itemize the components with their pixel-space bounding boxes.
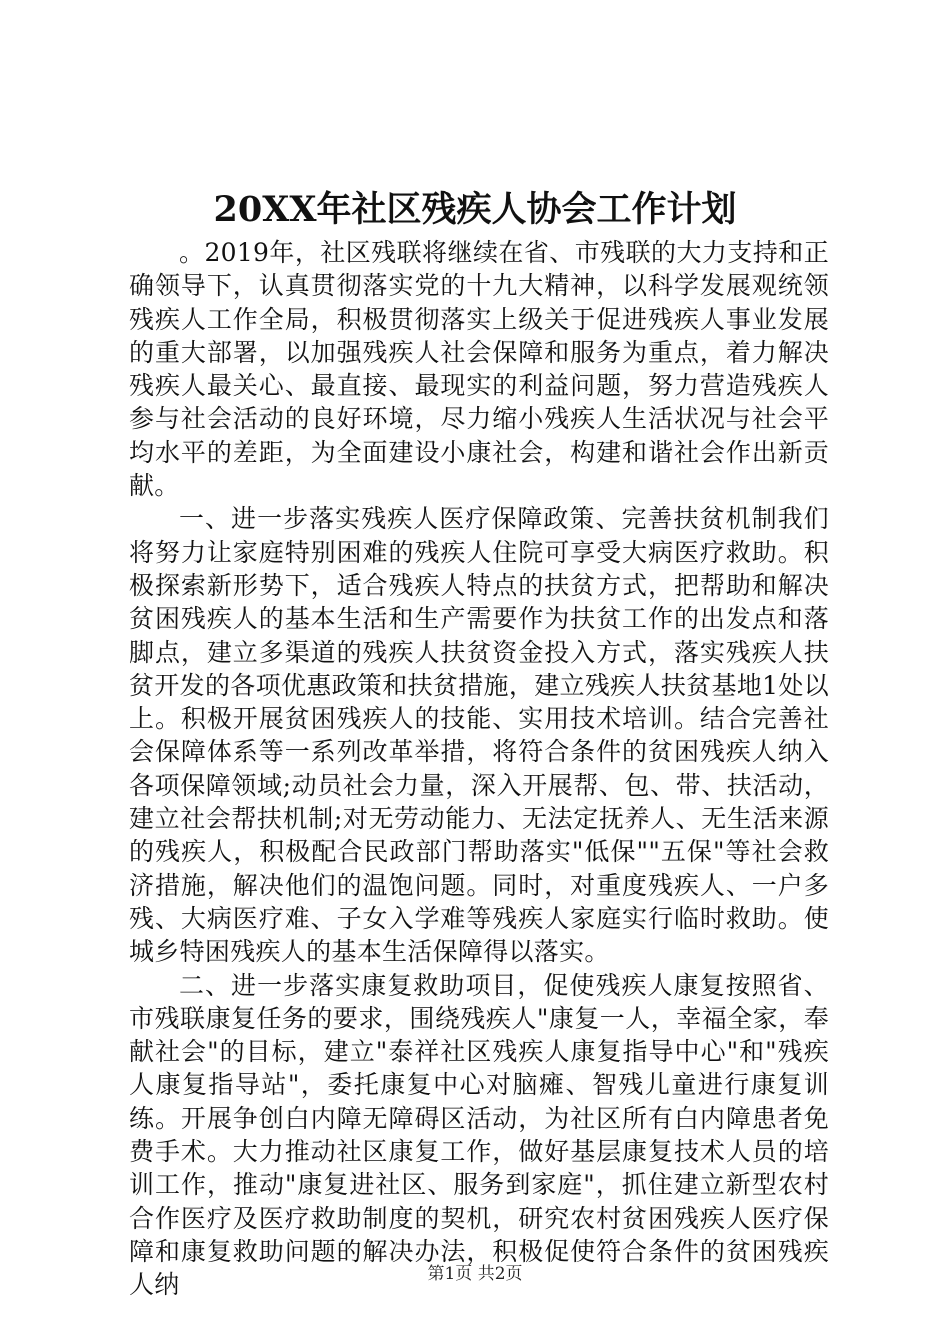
paragraph-section-1: 一、进一步落实残疾人医疗保障政策、完善扶贫机制我们将努力让家庭特别困难的残疾人住院可享受大病医疗救助。积极探索新形势下，适合残疾人特点的扶贫方式，把帮助和解决贫困残疾人的基本生活和生产需要作为扶贫工作的出发点和落脚点，建立多渠道的残疾人扶贫资金投入方式，落实残疾人扶贫开发的各项优惠政策和扶贫措施，建立残疾人扶贫基地1处以上。积极开展贫困残疾人的技能、实用技术培训。结合完善社会保障体系等一系列改革举措，将符合条件的贫困残疾人纳入各项保障领域;动员社会力量，深入开展帮、包、带、扶活动，建立社会帮扶机制;对无劳动能力、无法定抚养人、无生活来源的残疾人，积极配合民政部门帮助落实"低保""五保"等社会救济措施，解决他们的温饱问题。同时，对重度残疾人、一户多残、大病医疗难、子女入学难等残疾人家庭实行临时救助。使城乡特困残疾人的基本生活保障得以落实。 xyxy=(129,504,829,967)
paragraph-intro: 。2019年，社区残联将继续在省、市残联的大力支持和正确领导下，认真贯彻落实党的十九大精神，以科学发展观统领残疾人工作全局，积极贯彻落实上级关于促进残疾人事业发展的重大部署，以加强残疾人社会保障和服务为重点，着力解决残疾人最关心、最直接、最现实的利益问题，努力营造残疾人参与社会活动的良好环境，尽力缩小残疾人生活状况与社会平均水平的差距，为全面建设小康社会，构建和谐社会作出新贡献。 xyxy=(129,238,829,501)
document-title: 20XX年社区残疾人协会工作计划 xyxy=(213,189,737,230)
paragraph-section-2: 二、进一步落实康复救助项目，促使残疾人康复按照省、市残联康复任务的要求，围绕残疾人"康复一人，幸福全家，奉献社会"的目标，建立"泰祥社区残疾人康复指导中心"和"残疾人康复指导站"，委托康复中心对脑瘫、智残儿童进行康复训练。开展争创白内障无障碍区活动，为社区所有白内障患者免费手术。大力推动社区康复工作，做好基层康复技术人员的培训工作，推动"康复进社区、服务到家庭"，抓住建立新型农村合作医疗及医疗救助制度的契机，研究农村贫困残疾人医疗保障和康复救助问题的解决办法，积极促使符合条件的贫困残疾人纳 xyxy=(129,970,829,1300)
page-number-footer: 第1页 共2页 xyxy=(427,1264,523,1284)
document-body xyxy=(129,236,829,1302)
